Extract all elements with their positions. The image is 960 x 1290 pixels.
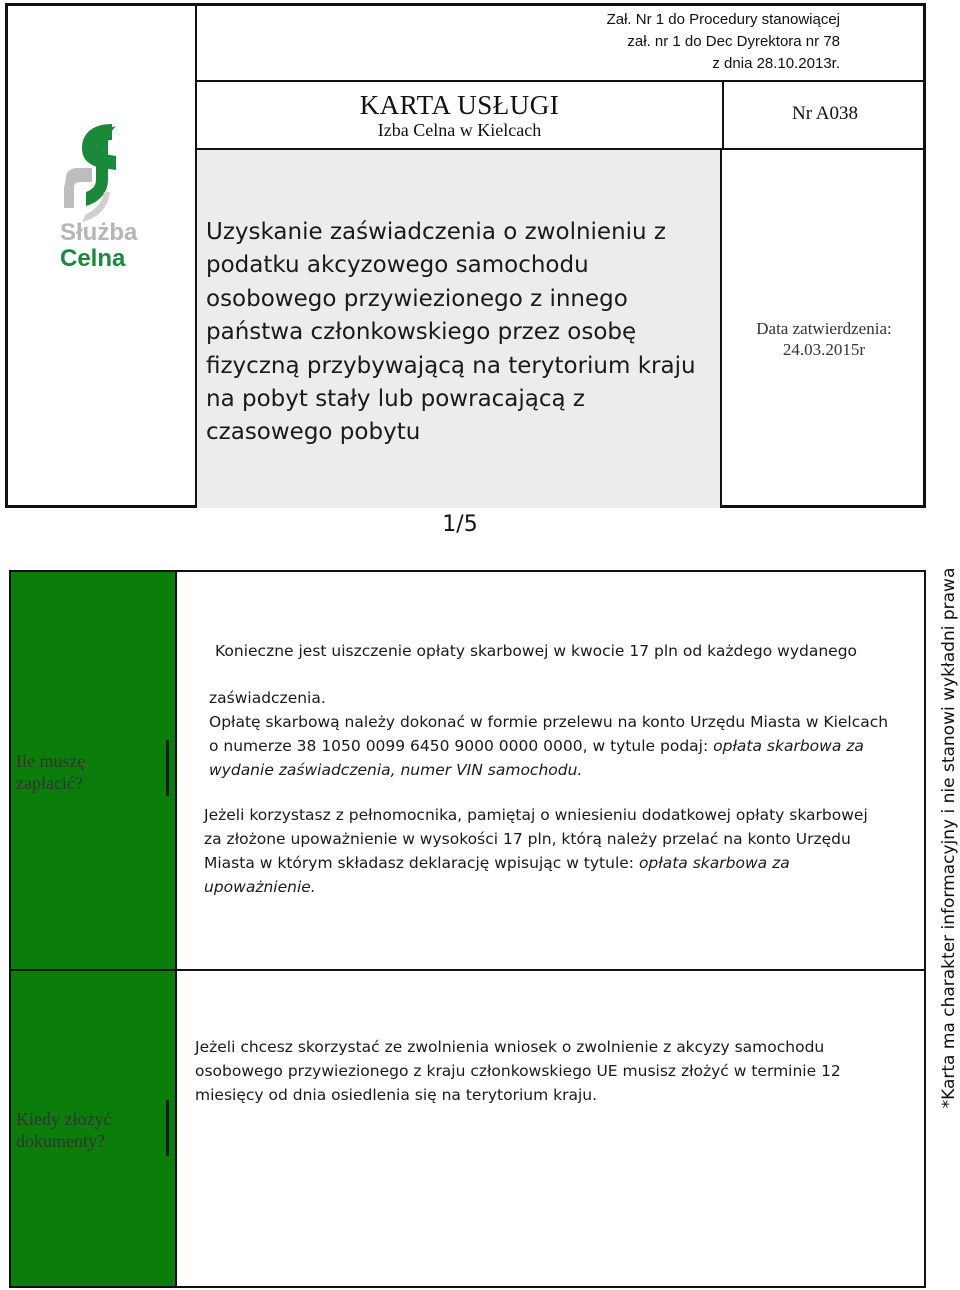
question-marker [166, 740, 169, 796]
deadline-paragraph: Jeżeli chcesz skorzystać ze zwolnienia wniosek o zwolnienie z akcyzy samochodu osobowego przywiezionego z kraju członkowskiego UE musisz złożyć w terminie 12 miesięcy od dnia osiedlenia się na terytorium kraju. [195, 1038, 841, 1104]
proxy-text: Jeżeli korzystasz z pełnomocnika, pamiętaj o wniesieniu dodatkowej opłaty skarbowej za złożone upoważnienie w wysokości 17 pln, którą należy przelać na konto Urzędu Miasta w którym składasz deklarację wpisując w tytule: [204, 806, 868, 872]
page-number: 1/5 [442, 512, 478, 537]
reference-line: zał. nr 1 do Dec Dyrektora nr 78 [627, 33, 840, 50]
logo-text [60, 220, 137, 272]
card-title: KARTA USŁUGI [359, 90, 560, 120]
fee-line: Konieczne jest uiszczenie opłaty skarbowej w kwocie 17 pln od każdego wydanego [215, 642, 858, 660]
side-disclaimer [936, 567, 960, 1109]
question-how-much: Ile muszę zapłacić? [16, 751, 86, 793]
transfer-title-text: opłata skarbowa za wydanie zaświadczenia, numer VIN samochodu. [209, 737, 864, 779]
proxy-paragraph [204, 803, 884, 899]
question-marker [166, 1100, 169, 1156]
fee-line: zaświadczenia. [209, 689, 326, 707]
approval-info [722, 318, 926, 360]
card-number: Nr A038 [722, 82, 926, 150]
disclaimer-text: *Karta ma charakter informacyjny i nie stanowi wykładni prawa [939, 567, 959, 1109]
title-box [195, 82, 722, 150]
reference-lines [200, 9, 840, 75]
reference-line: z dnia 28.10.2013r. [712, 55, 840, 72]
service-title: Uzyskanie zaświadczenia o zwolnieniu z podatku akcyzowego samochodu osobowego przywiezionego z innego państwa członkowskiego przez osobę fizyczną przybywającą na terytorium kraju na pobyt stały lub powracającą z czasowego pobytu [206, 219, 696, 446]
fee-paragraph [209, 639, 889, 663]
question-when: Kiedy złożyć dokumenty? [16, 1109, 112, 1151]
approval-label: Data zatwierdzenia: [756, 319, 892, 338]
card-subtitle: Izba Celna w Kielcach [377, 120, 542, 140]
transfer-text: Opłatę skarbową należy dokonać w formie przelewu na konto Urzędu Miasta w Kielcach o numerze 38 1050 0099 6450 9000 0000 0000, w tytule podaj: [209, 713, 889, 755]
transfer-paragraph [209, 686, 889, 782]
reference-line: Zał. Nr 1 do Procedury stanowiącej [606, 11, 840, 28]
logo-word-sluzba: Służba [60, 219, 138, 246]
proxy-title-text: opłata skarbowa za upoważnienie. [204, 854, 790, 896]
logo-word-celna: Celna [60, 245, 126, 272]
approval-date: 24.03.2015r [782, 340, 866, 359]
row-divider [11, 969, 924, 971]
question-column [11, 572, 177, 1286]
